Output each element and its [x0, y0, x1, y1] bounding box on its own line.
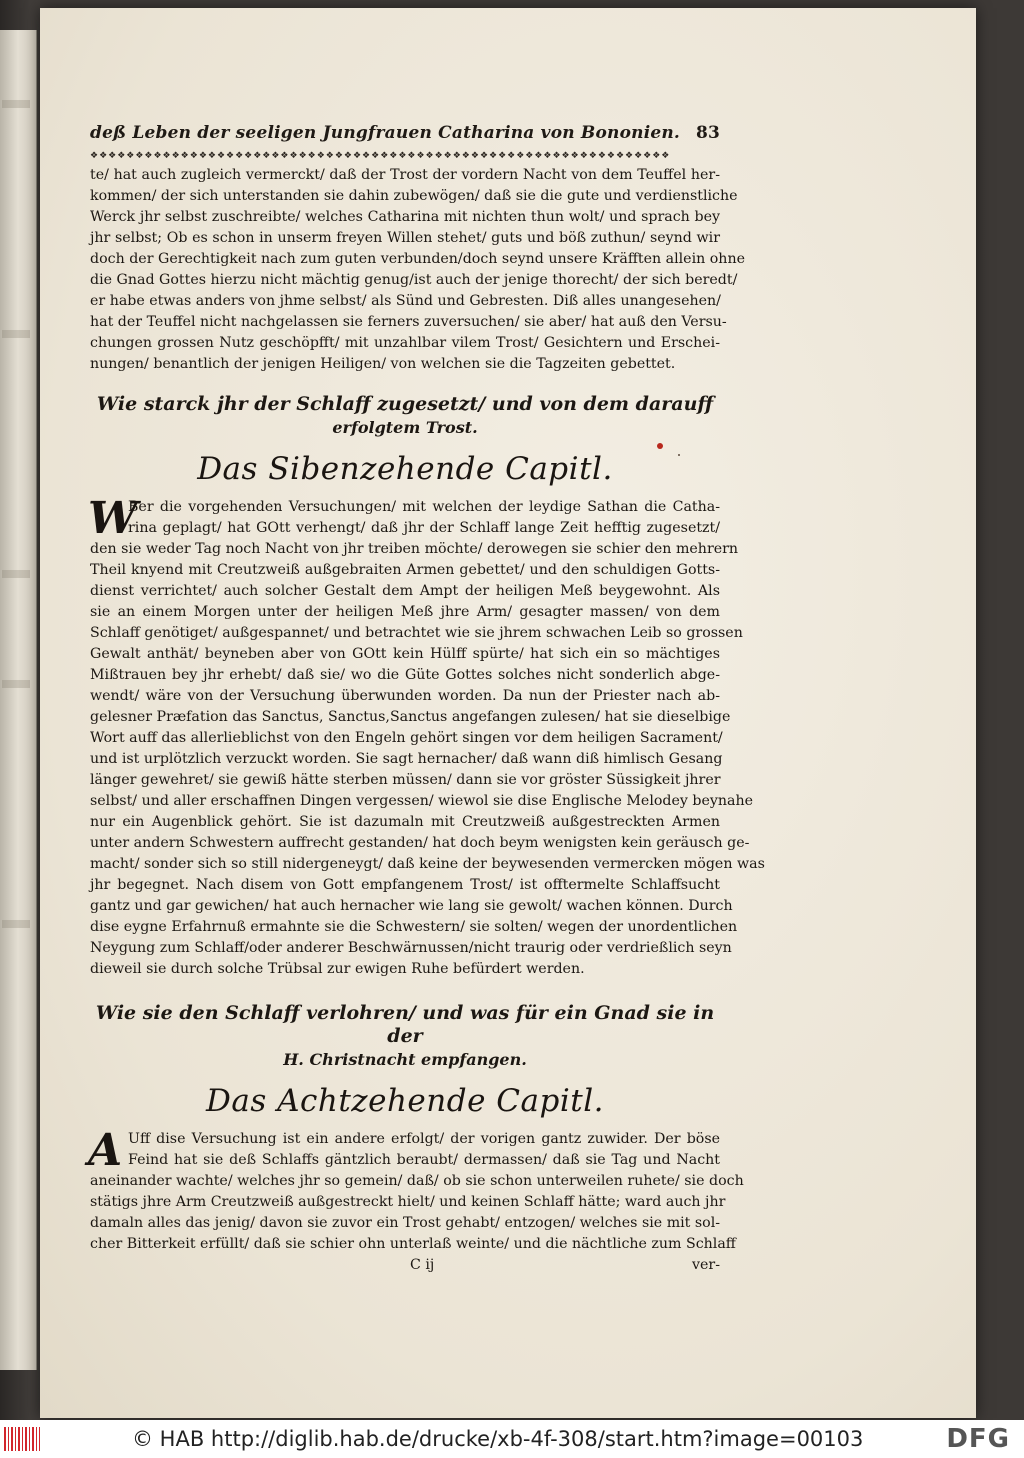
chapter-title: Das Achtzehende Capitl. — [206, 1083, 604, 1119]
drop-cap: A — [88, 1125, 123, 1176]
text-line: jhr selbst; Ob es schon in unserm freyen Willen stehet/ guts und böß zuthun/ seynd wir — [90, 230, 720, 246]
text-line: nungen/ benantlich der jenigen Heiligen/ von welchen sie die Tagzeiten gebettet. — [90, 356, 676, 372]
text-line: macht/ sonder sich so still nidergeneygt/ daß keine der beywesenden vermercken mögen was — [90, 856, 765, 872]
text-line: Neygung zum Schlaff/oder anderer Beschwärnussen/nicht traurig oder verdrießlich seyn — [90, 940, 732, 956]
page-footer — [90, 1257, 720, 1273]
ornament-rule: ❖❖❖❖❖❖❖❖❖❖❖❖❖❖❖❖❖❖❖❖❖❖❖❖❖❖❖❖❖❖❖❖❖❖❖❖❖❖❖❖❖❖❖❖❖❖❖❖❖❖❖❖❖❖❖❖❖❖❖❖❖❖❖❖ — [90, 151, 671, 161]
text-line: doch der Gerechtigkeit nach zum guten verbunden/doch seynd unsere Kräfften allein ohne — [90, 251, 745, 267]
text-line: Theil knyend mit Creutzweiß außgebraiten Armen gebettet/ und den schuldigen Gotts- — [90, 562, 720, 578]
text-line: Schlaff genötiget/ außgespannet/ und betrachtet wie sie jhrem schwachen Leib so grossen — [90, 625, 743, 641]
text-line: jhr begegnet. Nach disem von Gott empfangenem Trost/ ist offtermelte Schlaffsucht — [90, 877, 720, 893]
text-line: gelesner Præfation das Sanctus, Sanctus,Sanctus angefangen zulesen/ hat sie dieselbige — [90, 709, 731, 725]
text-line: sie an einem Morgen unter der heiligen Meß jhre Arm/ gesagter massen/ von dem — [90, 604, 720, 620]
text-line: Werck jhr selbst zuschreibte/ welches Catharina mit nichten thun wolt/ und sprach bey — [90, 209, 720, 225]
section-heading-line: Wie starck jhr der Schlaff zugesetzt/ und von dem darauff — [96, 393, 714, 415]
text-line: länger gewehret/ sie gewiß hätte sterben müssen/ dann sie vor gröster Süssigkeit jhrer — [90, 772, 721, 788]
hab-logo-icon — [4, 1427, 40, 1451]
text-line: dise eygne Erfahrnuß ermahnte sie die Schwestern/ sie solten/ wegen der unordentlichen — [90, 919, 738, 935]
text-line: Feind hat sie deß Schlaffs gäntzlich beraubt/ dermassen/ daß sie Tag und Nacht — [128, 1152, 720, 1168]
page-content — [88, 123, 765, 1273]
text-line: Gewalt anthät/ beyneben aber von GOtt kein Hülff spürte/ hat sich ein so mächtiges — [90, 646, 720, 662]
text-line: wendt/ wäre von der Versuchung überwunden worden. Da nun der Priester nach ab- — [90, 688, 720, 704]
text-line: chungen grossen Nutz geschöpfft/ mit unzahlbar vilem Trost/ Gesichtern und Erschei- — [90, 335, 720, 351]
text-line: stätigs jhre Arm Creutzweiß außgestreckt hielt/ und keinen Schlaff hätte; ward auch jhr — [90, 1194, 726, 1210]
page-number: 83 — [695, 123, 720, 143]
chapter-title: Das Sibenzehende Capitl. — [197, 451, 613, 487]
intro-paragraph — [90, 165, 745, 375]
text-line: aneinander wachte/ welches jhr so gemein/ daß/ ob sie schon unterweilen ruhete/ sie doch — [90, 1173, 744, 1189]
paragraph-text — [88, 493, 765, 980]
text-line: kommen/ der sich unterstanden sie dahin zubewögen/ daß sie die gute und verdienstliche — [90, 188, 738, 204]
section-heading-line: erfolgtem Trost. — [332, 418, 478, 437]
text-line: rina geplagt/ hat GOtt verhengt/ daß jhr der Schlaff lange Zeit hefftig zugesetzt/ — [128, 520, 720, 536]
text-line: damaln alles das jenig/ davon sie zuvor ein Trost gehabt/ entzogen/ welches sie mit sol- — [90, 1215, 721, 1231]
status-bar — [0, 1420, 1024, 1458]
section-heading — [90, 393, 720, 439]
text-line: dieweil sie durch solche Trübsal zur ewigen Ruhe befürdert werden. — [90, 961, 585, 977]
text-line: gantz und gar gewichen/ hat auch hernacher wie lang sie gewolt/ wachen können. Durch — [90, 898, 733, 914]
text-line: selbst/ und aller erschaffnen Dingen vergessen/ wiewol sie dise Englische Melodey beynahe — [90, 793, 754, 809]
text-line: te/ hat auch zugleich vermerckt/ daß der Trost der vordern Nacht von dem Teuffel her- — [90, 167, 720, 183]
text-line: den sie weder Tag noch Nacht von jhr treiben möchte/ derowegen sie schier den mehrern — [90, 541, 739, 557]
paragraph-text — [88, 1125, 744, 1255]
text-line: Mißtrauen bey jhr erhebt/ daß sie/ wo die Güte Gottes solches nicht sonderlich abge- — [90, 667, 720, 683]
previous-page-edge — [0, 30, 37, 1370]
section-heading — [90, 1002, 720, 1071]
text-line: Wort auff das allerlieblichst von den Engeln gehört singen vor dem heiligen Sacrament/ — [90, 730, 723, 746]
catchword: ver- — [692, 1257, 720, 1273]
text-line: hat der Teuffel nicht nachgelassen sie ferners zuversuchen/ sie aber/ hat auß den Versu- — [90, 314, 727, 330]
running-head-title: deß Leben der seeligen Jungfrauen Catharina von Bononien. — [90, 123, 681, 143]
text-line: Uff dise Versuchung ist ein andere erfolgt/ der vorigen gantz zuwider. Der böse — [128, 1131, 720, 1147]
text-line: die Gnad Gottes hierzu nicht mächtig genug/ist auch der jenige thorecht/ der sich beredt/ — [90, 272, 738, 288]
signature-mark: C ij — [410, 1257, 435, 1273]
chapter-paragraph — [88, 1125, 744, 1255]
running-head — [90, 123, 720, 143]
source-credit: © HAB http://diglib.hab.de/drucke/xb-4f-308/start.htm?image=00103 — [132, 1427, 864, 1451]
text-line: er habe etwas anders von jhme selbst/ als Sünd und Gebresten. Diß alles unangesehen/ — [90, 293, 721, 309]
book-page — [40, 8, 976, 1418]
text-line: nur ein Augenblick gehört. Sie ist dazumaln mit Creutzweiß außgestreckten Armen — [90, 814, 720, 830]
dfg-logo: DFG — [946, 1424, 1010, 1454]
section-heading-line: Wie sie den Schlaff verlohren/ und was für ein Gnad sie in der — [95, 1002, 715, 1047]
text-line: cher Bitterkeit erfüllt/ daß sie schier ohn unterlaß weinte/ und die nächtliche zum Schlaff — [90, 1236, 736, 1252]
text-line: unter andern Schwestern auffrecht gestanden/ hat doch beym wenigsten kein geräusch ge- — [90, 835, 750, 851]
drop-cap: W — [88, 493, 138, 544]
text-line: dienst verrichtet/ auch solcher Gestalt dem Ampt der heiligen Meß beygewohnt. Als — [90, 583, 720, 599]
text-line: und ist urplötzlich verzuckt worden. Sie sagt hernacher/ daß wann diß himlisch Gesang — [90, 751, 723, 767]
section-heading-line: H. Christnacht empfangen. — [283, 1050, 527, 1069]
text-line: Ber die vorgehenden Versuchungen/ mit welchen der leydige Sathan die Catha- — [128, 499, 720, 515]
chapter-paragraph — [88, 493, 765, 980]
